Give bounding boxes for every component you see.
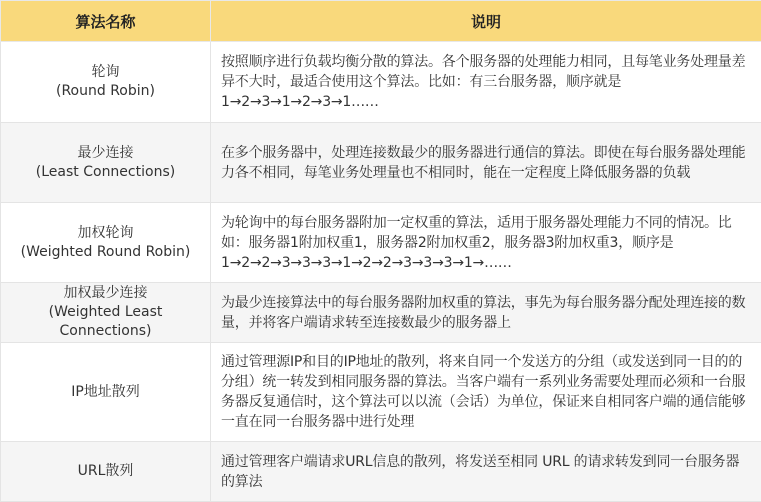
algorithm-description: 在多个服务器中，处理连接数最少的服务器进行通信的算法。即使在每台服务器处理能力各不相同，每笔业务处理量也不相同时，能在一定程度上降低服务器的负载: [211, 123, 761, 203]
algorithm-name: URL散列: [77, 463, 134, 479]
algorithm-description: 通过管理客户端请求URL信息的散列，将发送至相同 URL 的请求转发到同一台服务器的算法: [211, 442, 761, 502]
algorithm-name: 加权最少连接: [63, 285, 148, 301]
algorithm-name-cell: [1, 203, 211, 283]
table-row: [1, 283, 761, 343]
algorithm-name: 轮询: [91, 64, 120, 80]
header-description: 说明: [211, 1, 761, 42]
table-row: [1, 203, 761, 283]
algorithm-name-cell: [1, 123, 211, 203]
algorithm-description: 为轮询中的每台服务器附加一定权重的算法，适用于服务器处理能力不同的情况。比如：服务器1附加权重1，服务器2附加权重2，服务器3附加权重3，顺序是1→2→2→3→3→3→1→2→2→3→3→3→1→……: [211, 203, 761, 283]
algorithm-name-cell: [1, 42, 211, 123]
table-row: [1, 123, 761, 203]
algorithm-name-english: (Weighted Round Robin): [20, 243, 191, 260]
algorithm-name-english: (Round Robin): [56, 83, 155, 99]
algorithm-description: 按照顺序进行负载均衡分散的算法。各个服务器的处理能力相同，且每笔业务处理量差异不大时，最适合使用这个算法。比如：有三台服务器，顺序就是1→2→3→1→2→3→1……: [211, 42, 761, 123]
algorithm-name-english: (Weighted Least Connections): [48, 304, 163, 339]
table-row: [1, 442, 761, 502]
algorithm-name-cell: [1, 343, 211, 442]
algorithm-description: 为最少连接算法中的每台服务器附加权重的算法，事先为每台服务器分配处理连接的数量，并将客户端请求转至连接数最少的服务器上: [211, 283, 761, 343]
algorithm-name: 最少连接: [77, 144, 134, 161]
algorithm-name-english: (Least Connections): [35, 163, 176, 180]
table-row: [1, 343, 761, 442]
algorithm-name-cell: [1, 283, 211, 343]
algorithm-name: 加权轮询: [77, 224, 134, 241]
algorithm-name-cell: [1, 442, 211, 502]
table-header-row: [1, 1, 761, 42]
table-row: [1, 42, 761, 123]
algorithm-description: 通过管理源IP和目的IP地址的散列，将来自同一个发送方的分组（或发送到同一目的的分组）统一转发到相同服务器的算法。当客户端有一系列业务需要处理而必须和一台服务器反复通信时，这个算法可以以流（会话）为单位，保证来自相同客户端的通信能够一直在同一台服务器中进行处理: [211, 343, 761, 442]
algorithm-name: IP地址散列: [71, 383, 140, 400]
header-algorithm-name: 算法名称: [1, 1, 211, 42]
